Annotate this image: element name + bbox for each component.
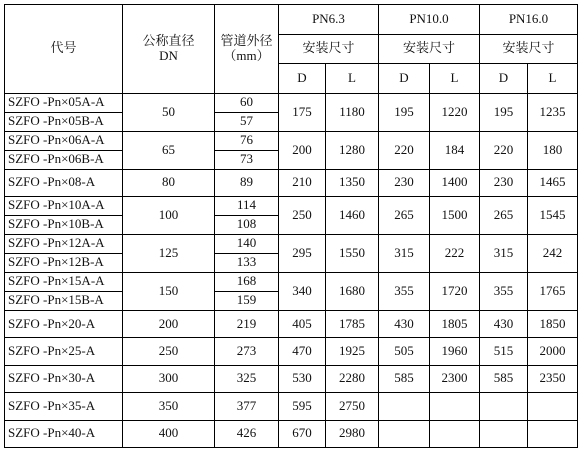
cell-l-pn100: 2300 — [430, 365, 480, 392]
cell-code: SZFO -Pn×05B-A — [5, 112, 123, 131]
cell-d-pn100: 195 — [379, 93, 430, 131]
header-install-pn100: 安装尺寸 — [379, 34, 480, 64]
table-row — [5, 234, 578, 253]
header-pn160: PN16.0 — [480, 5, 578, 35]
cell-d-pn100: 505 — [379, 338, 430, 365]
cell-d-pn63: 200 — [279, 131, 326, 169]
cell-od: 377 — [215, 393, 279, 420]
cell-d-pn100: 430 — [379, 310, 430, 337]
cell-dn: 125 — [123, 234, 215, 272]
cell-d-pn160: 430 — [480, 310, 528, 337]
cell-od: 89 — [215, 169, 279, 196]
cell-code: SZFO -Pn×08-A — [5, 169, 123, 196]
cell-od: 73 — [215, 150, 279, 169]
cell-od: 60 — [215, 93, 279, 112]
cell-d-pn100 — [379, 420, 430, 447]
table-row — [5, 310, 578, 337]
cell-od: 273 — [215, 338, 279, 365]
table-row — [5, 393, 578, 420]
header-l-pn63: L — [326, 64, 379, 94]
header-d-pn100: D — [379, 64, 430, 94]
cell-l-pn63: 2280 — [326, 365, 379, 392]
cell-d-pn63: 210 — [279, 169, 326, 196]
header-dn-line2: DN — [159, 47, 178, 63]
cell-od: 426 — [215, 420, 279, 447]
cell-d-pn100: 230 — [379, 169, 430, 196]
cell-d-pn63: 470 — [279, 338, 326, 365]
cell-d-pn100: 355 — [379, 272, 430, 310]
cell-d-pn63: 405 — [279, 310, 326, 337]
cell-l-pn160: 1545 — [528, 196, 578, 234]
cell-l-pn63: 2750 — [326, 393, 379, 420]
cell-od: 76 — [215, 131, 279, 150]
cell-dn: 300 — [123, 365, 215, 392]
table-row — [5, 272, 578, 291]
cell-dn: 400 — [123, 420, 215, 447]
cell-l-pn160: 2000 — [528, 338, 578, 365]
table-row — [5, 93, 578, 112]
cell-code: SZFO -Pn×25-A — [5, 338, 123, 365]
cell-l-pn160: 1765 — [528, 272, 578, 310]
table-row — [5, 196, 578, 215]
cell-code: SZFO -Pn×15B-A — [5, 291, 123, 310]
table-row — [5, 420, 578, 447]
cell-dn: 150 — [123, 272, 215, 310]
cell-d-pn63: 340 — [279, 272, 326, 310]
cell-d-pn63: 530 — [279, 365, 326, 392]
cell-d-pn63: 295 — [279, 234, 326, 272]
header-code: 代号 — [5, 5, 123, 94]
cell-d-pn63: 595 — [279, 393, 326, 420]
cell-od: 325 — [215, 365, 279, 392]
cell-l-pn100: 1400 — [430, 169, 480, 196]
cell-dn: 80 — [123, 169, 215, 196]
cell-od: 133 — [215, 253, 279, 272]
cell-l-pn160: 1850 — [528, 310, 578, 337]
cell-code: SZFO -Pn×06A-A — [5, 131, 123, 150]
cell-code: SZFO -Pn×05A-A — [5, 93, 123, 112]
cell-code: SZFO -Pn×12A-A — [5, 234, 123, 253]
cell-d-pn160 — [480, 420, 528, 447]
cell-d-pn160: 315 — [480, 234, 528, 272]
cell-od: 57 — [215, 112, 279, 131]
cell-od: 219 — [215, 310, 279, 337]
cell-l-pn160: 1235 — [528, 93, 578, 131]
cell-od: 159 — [215, 291, 279, 310]
cell-l-pn63: 1680 — [326, 272, 379, 310]
cell-code: SZFO -Pn×06B-A — [5, 150, 123, 169]
header-l-pn160: L — [528, 64, 578, 94]
cell-dn: 65 — [123, 131, 215, 169]
cell-l-pn63: 1785 — [326, 310, 379, 337]
cell-d-pn100: 315 — [379, 234, 430, 272]
cell-dn: 250 — [123, 338, 215, 365]
cell-l-pn100: 222 — [430, 234, 480, 272]
header-dn-line1: 公称直径 — [142, 32, 195, 48]
cell-l-pn160: 2350 — [528, 365, 578, 392]
cell-od: 168 — [215, 272, 279, 291]
header-pn63: PN6.3 — [279, 5, 379, 35]
table-row — [5, 338, 578, 365]
cell-od: 114 — [215, 196, 279, 215]
cell-d-pn100 — [379, 393, 430, 420]
header-install-pn160: 安装尺寸 — [480, 34, 578, 64]
header-dn — [123, 5, 215, 94]
cell-code: SZFO -Pn×10A-A — [5, 196, 123, 215]
cell-l-pn100: 1805 — [430, 310, 480, 337]
dimension-table — [4, 4, 578, 448]
cell-d-pn160: 230 — [480, 169, 528, 196]
cell-l-pn100: 1500 — [430, 196, 480, 234]
header-l-pn100: L — [430, 64, 480, 94]
cell-od: 140 — [215, 234, 279, 253]
cell-d-pn160: 265 — [480, 196, 528, 234]
cell-d-pn160: 220 — [480, 131, 528, 169]
cell-d-pn160: 195 — [480, 93, 528, 131]
cell-d-pn100: 265 — [379, 196, 430, 234]
cell-d-pn100: 220 — [379, 131, 430, 169]
cell-l-pn160: 242 — [528, 234, 578, 272]
cell-l-pn160 — [528, 393, 578, 420]
cell-code: SZFO -Pn×12B-A — [5, 253, 123, 272]
cell-code: SZFO -Pn×35-A — [5, 393, 123, 420]
header-d-pn63: D — [279, 64, 326, 94]
cell-l-pn160: 180 — [528, 131, 578, 169]
table-row — [5, 131, 578, 150]
cell-d-pn160 — [480, 393, 528, 420]
cell-l-pn100: 1720 — [430, 272, 480, 310]
cell-d-pn160: 585 — [480, 365, 528, 392]
header-install-pn63: 安装尺寸 — [279, 34, 379, 64]
cell-dn: 350 — [123, 393, 215, 420]
cell-l-pn100: 184 — [430, 131, 480, 169]
table-row — [5, 169, 578, 196]
cell-d-pn100: 585 — [379, 365, 430, 392]
cell-dn: 50 — [123, 93, 215, 131]
cell-od: 108 — [215, 215, 279, 234]
cell-l-pn100: 1960 — [430, 338, 480, 365]
cell-code: SZFO -Pn×20-A — [5, 310, 123, 337]
cell-d-pn160: 515 — [480, 338, 528, 365]
cell-l-pn63: 1550 — [326, 234, 379, 272]
cell-dn: 100 — [123, 196, 215, 234]
cell-code: SZFO -Pn×40-A — [5, 420, 123, 447]
cell-d-pn63: 175 — [279, 93, 326, 131]
header-pn100: PN10.0 — [379, 5, 480, 35]
cell-l-pn100 — [430, 393, 480, 420]
cell-code: SZFO -Pn×15A-A — [5, 272, 123, 291]
cell-code: SZFO -Pn×10B-A — [5, 215, 123, 234]
cell-l-pn63: 1180 — [326, 93, 379, 131]
cell-l-pn63: 1925 — [326, 338, 379, 365]
cell-l-pn100: 1220 — [430, 93, 480, 131]
table-row — [5, 365, 578, 392]
cell-d-pn160: 355 — [480, 272, 528, 310]
cell-l-pn63: 1460 — [326, 196, 379, 234]
cell-d-pn63: 670 — [279, 420, 326, 447]
header-d-pn160: D — [480, 64, 528, 94]
cell-l-pn63: 1350 — [326, 169, 379, 196]
header-od-line1: 管道外径 — [220, 32, 273, 48]
cell-l-pn160 — [528, 420, 578, 447]
cell-l-pn63: 2980 — [326, 420, 379, 447]
header-od — [215, 5, 279, 94]
cell-dn: 200 — [123, 310, 215, 337]
cell-d-pn63: 250 — [279, 196, 326, 234]
cell-l-pn160: 1465 — [528, 169, 578, 196]
cell-l-pn100 — [430, 420, 480, 447]
cell-code: SZFO -Pn×30-A — [5, 365, 123, 392]
header-od-line2: （mm） — [223, 47, 270, 63]
cell-l-pn63: 1280 — [326, 131, 379, 169]
